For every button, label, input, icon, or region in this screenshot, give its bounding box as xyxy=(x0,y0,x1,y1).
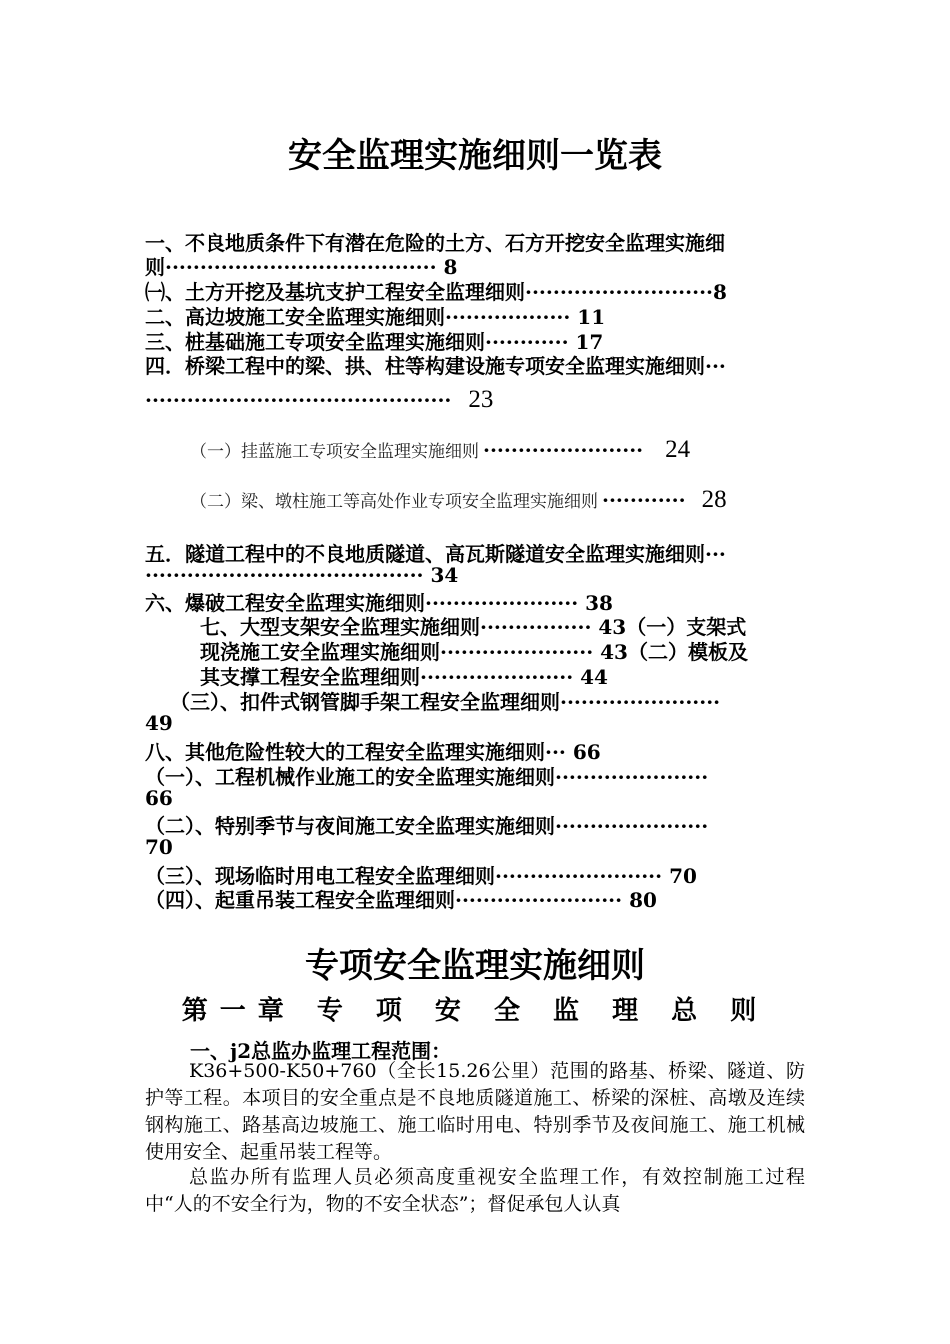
toc-line-3: ㈠、土方开挖及基坑支护工程安全监理细则···························8 xyxy=(145,280,727,304)
toc-line-11: ········································ 34 xyxy=(145,563,459,587)
toc-line-2: 则······································· 8 xyxy=(145,255,458,279)
toc-line-8 xyxy=(190,436,690,464)
toc-page-number: 24 xyxy=(665,436,691,463)
toc-line-17: 49 xyxy=(145,711,173,735)
toc-line-20: 66 xyxy=(145,786,173,810)
body-paragraph-1: K36+500-K50+760（全长15.26公里）范围的路基、桥梁、隧道、防护等工程。本项目的安全重点是不良地质隧道施工、桥梁的深桩、高墩及连续钢构施工、路基高边坡施工、施工临时用电、特别季节及夜间施工、施工机械使用安全、起重吊装工程等。 xyxy=(145,1060,805,1163)
toc-line-5: 三、桩基础施工专项安全监理实施细则············ 17 xyxy=(145,330,604,354)
body-paragraph-2: 总监办所有监理人员必须高度重视安全监理工作，有效控制施工过程中“人的不安全行为，物的不安全状态”；督促承包人认真 xyxy=(145,1166,805,1215)
chapter-title: 第一章 专 项 安 全 监 理 总 则 xyxy=(181,996,769,1026)
toc-line-6: 四．桥梁工程中的梁、拱、柱等构建设施专项安全监理实施细则··· xyxy=(145,354,726,378)
toc-line-16: （三）、扣件式钢管脚手架工程安全监理细则······················· xyxy=(170,690,721,714)
toc-line-18: 八、其他危险性较大的工程安全监理实施细则··· 66 xyxy=(145,740,601,764)
toc-line-7 xyxy=(145,386,493,414)
toc-line-15: 其支撑工程安全监理细则······················ 44 xyxy=(200,665,608,689)
toc-entry-label: （一）挂蓝施工专项安全监理实施细则 xyxy=(190,442,479,462)
toc-entry-label: （二）梁、墩柱施工等高处作业专项安全监理实施细则 xyxy=(190,492,598,512)
toc-line-12: 六、爆破工程安全监理实施细则······················ 38 xyxy=(145,591,613,615)
toc-dots: ············ xyxy=(602,488,686,512)
toc-line-19: （一）、工程机械作业施工的安全监理实施细则······················ xyxy=(145,765,709,789)
toc-line-10: 五．隧道工程中的不良地质隧道、高瓦斯隧道安全监理实施细则··· xyxy=(145,542,726,566)
toc-dots: ············································ xyxy=(145,388,452,412)
toc-line-24: （四）、起重吊装工程安全监理细则························ 80 xyxy=(145,888,657,912)
toc-page-number: 23 xyxy=(468,386,494,413)
toc-line-1: 一、不良地质条件下有潜在危险的土方、石方开挖安全监理实施细 xyxy=(145,231,725,255)
page-title: 安全监理实施细则一览表 xyxy=(288,136,662,176)
toc-dots: ······················· xyxy=(483,438,644,462)
toc-line-4: 二、高边坡施工安全监理实施细则·················· 11 xyxy=(145,305,606,329)
toc-line-22: 70 xyxy=(145,835,173,859)
toc-line-9 xyxy=(190,486,727,514)
toc-line-13: 七、大型支架安全监理实施细则················ 43（一）支架式 xyxy=(200,615,747,639)
toc-line-23: （三）、现场临时用电工程安全监理细则························ 70 xyxy=(145,864,697,888)
toc-page-number: 28 xyxy=(701,486,727,513)
scope-heading: 一、j2总监办监理工程范围： xyxy=(190,1039,452,1063)
section-title: 专项安全监理实施细则 xyxy=(305,946,645,986)
toc-line-14: 现浇施工安全监理实施细则······················ 43（二）模板及 xyxy=(200,640,748,664)
toc-line-21: （二）、特别季节与夜间施工安全监理实施细则······················ xyxy=(145,814,709,838)
